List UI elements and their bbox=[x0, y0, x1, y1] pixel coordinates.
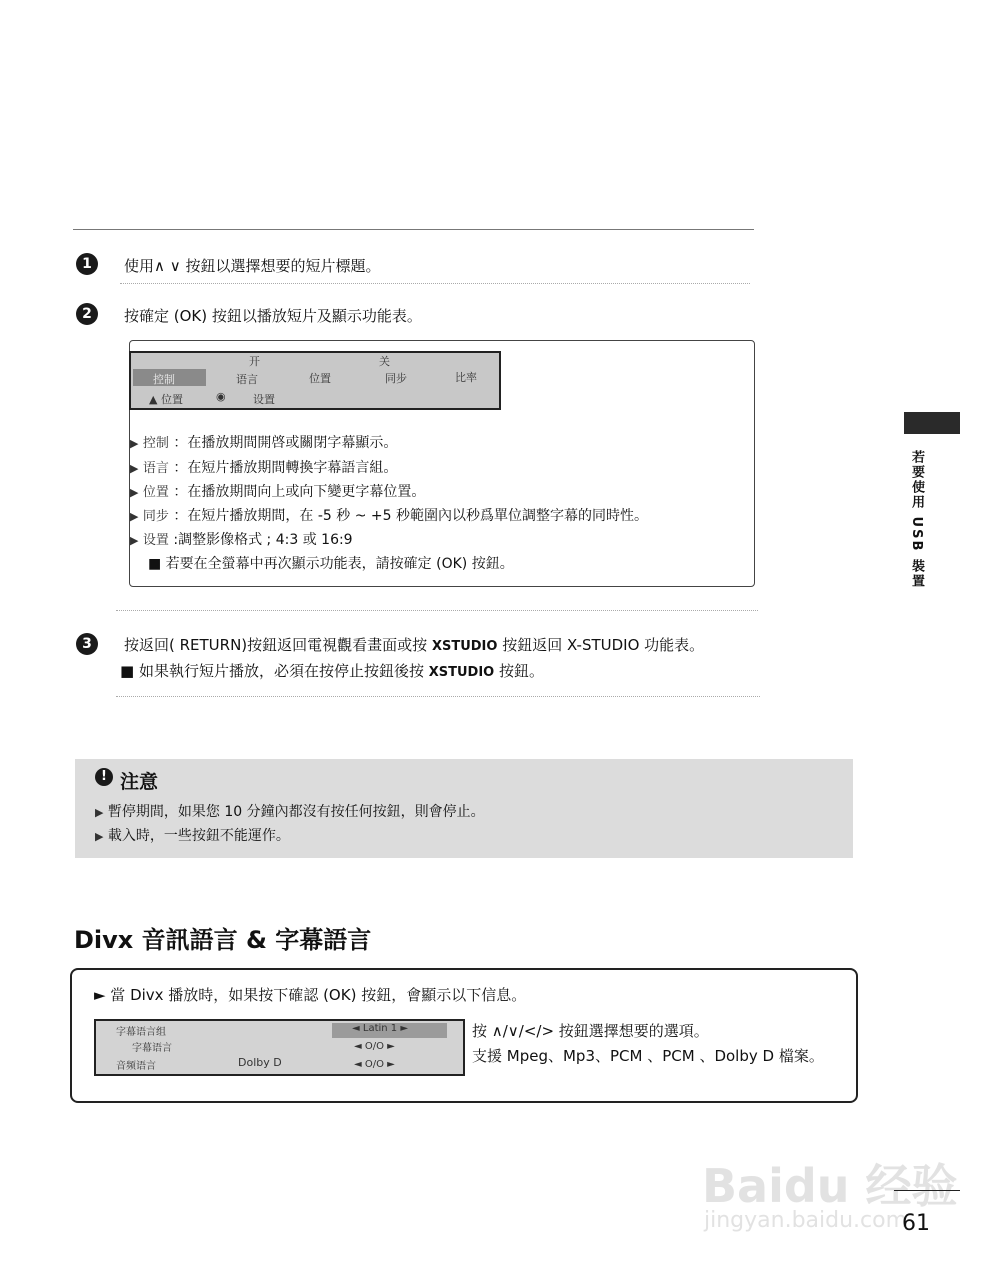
xstudio-logo: XSTUDIO bbox=[428, 665, 495, 680]
subtitle-osd-menu bbox=[129, 351, 501, 410]
top-rule bbox=[73, 229, 754, 230]
watermark-brand: Baidu 经验 bbox=[702, 1159, 958, 1213]
step-3-badge: 3 bbox=[76, 633, 98, 655]
divider bbox=[120, 283, 750, 284]
note-title: 注意 bbox=[120, 771, 159, 793]
section-title: Divx 音訊語言 & 字幕語言 bbox=[74, 926, 372, 954]
bullet-desc: ：在播放期間向上或向下變更字幕位置。 bbox=[173, 484, 426, 500]
osd-bottom-settings: 设置 bbox=[253, 393, 275, 406]
watermark-url: jingyan.baidu.com bbox=[704, 1208, 908, 1233]
bullet-item bbox=[130, 505, 648, 525]
step-3-text bbox=[124, 634, 704, 655]
osd-on-label: 开 bbox=[249, 355, 260, 368]
osd-row-subtitle-group[interactable]: 字幕语言组 bbox=[116, 1027, 166, 1038]
step-3-sub-b: 按鈕。 bbox=[499, 662, 545, 680]
divider bbox=[116, 696, 760, 697]
bullet-desc: ：在短片播放期間轉換字幕語言組。 bbox=[173, 460, 398, 476]
bullet-item bbox=[130, 529, 353, 549]
step-3-sub-a: ■ 如果執行短片播放，必須在按停止按鈕後按 bbox=[120, 662, 424, 680]
xstudio-logo: XSTUDIO bbox=[431, 639, 498, 654]
page-number-rule bbox=[894, 1190, 960, 1191]
bullet-term: 语言 bbox=[142, 461, 169, 476]
note-item bbox=[95, 801, 485, 821]
triangle-icon: ▶ bbox=[95, 806, 104, 819]
step-1-text: 使用∧ ∨ 按鈕以選擇想要的短片標題。 bbox=[124, 257, 381, 275]
osd-row-subtitle-group-value[interactable]: ◄ Latin 1 ► bbox=[352, 1023, 409, 1034]
divx-intro: ► 當 Divx 播放時，如果按下確認 (OK) 按鈕，會顯示以下信息。 bbox=[94, 986, 527, 1004]
osd-row-audio-language-value[interactable]: ◄ O/O ► bbox=[354, 1059, 395, 1070]
bullet-desc: :調整影像格式 ; 4:3 或 16:9 bbox=[173, 532, 353, 548]
note-item-text: 暫停期間，如果您 10 分鐘內都沒有按任何按鈕，則會停止。 bbox=[107, 804, 485, 820]
osd-row-subtitle-language-value[interactable]: ◄ O/O ► bbox=[354, 1041, 395, 1052]
bullet-item bbox=[130, 432, 397, 452]
note-item-text: 載入時，一些按鈕不能運作。 bbox=[107, 828, 290, 844]
step-2-badge: 2 bbox=[76, 303, 98, 325]
step-3-part-a: 按返回( RETURN)按鈕返回電視觀看畫面或按 bbox=[124, 636, 428, 654]
bullet-term: 控制 bbox=[142, 436, 169, 451]
triangle-icon: ▶ bbox=[95, 830, 104, 843]
note-item bbox=[95, 825, 290, 845]
page-number: 61 bbox=[902, 1211, 930, 1236]
step-1-badge: 1 bbox=[76, 253, 98, 275]
bullet-item bbox=[130, 481, 425, 501]
osd-row-audio-language[interactable]: 音频语言 bbox=[116, 1061, 156, 1072]
triangle-icon: ▶ bbox=[130, 437, 139, 450]
divider bbox=[116, 610, 758, 611]
bullet-desc: ：在短片播放期間，在 -5 秒 ~ +5 秒範圍內以秒爲單位調整字幕的同時性。 bbox=[173, 508, 648, 524]
step-2-text: 按確定 (OK) 按鈕以播放短片及顯示功能表。 bbox=[124, 307, 422, 325]
step-3-subnote bbox=[120, 660, 544, 681]
radio-icon: ◉ bbox=[216, 390, 226, 403]
triangle-icon: ▶ bbox=[130, 462, 139, 475]
bullet-term: 位置 bbox=[142, 485, 169, 500]
divx-desc-2: 支援 Mpeg、Mp3、PCM 、PCM 、Dolby D 檔案。 bbox=[472, 1047, 824, 1065]
osd-item-sync[interactable]: 同步 bbox=[385, 372, 407, 385]
divx-desc-1: 按 ∧/∨/</> 按鈕選擇想要的選項。 bbox=[472, 1022, 709, 1040]
osd-item-control[interactable]: 控制 bbox=[153, 373, 175, 386]
bullet-desc: ：在播放期間開啓或關閉字幕顯示。 bbox=[173, 435, 398, 451]
triangle-icon: ▶ bbox=[130, 486, 139, 499]
bullet-note: ■ 若要在全螢幕中再次顯示功能表，請按確定 (OK) 按鈕。 bbox=[148, 556, 514, 572]
divx-osd-menu bbox=[94, 1019, 465, 1076]
bullet-term: 设置 bbox=[142, 533, 169, 548]
side-tab-label: 若要使用 USB 裝置 bbox=[909, 450, 924, 589]
osd-row-audio-mid: Dolby D bbox=[238, 1056, 282, 1069]
triangle-icon: ▶ bbox=[130, 510, 139, 523]
exclamation-icon: ! bbox=[95, 768, 113, 786]
side-tab-marker bbox=[904, 412, 960, 434]
osd-item-language[interactable]: 语言 bbox=[236, 373, 258, 386]
triangle-icon: ▶ bbox=[130, 534, 139, 547]
bullet-item bbox=[130, 457, 397, 477]
osd-row-subtitle-language[interactable]: 字幕语言 bbox=[132, 1043, 172, 1054]
osd-off-label: 关 bbox=[379, 355, 390, 368]
osd-item-ratio[interactable]: 比率 bbox=[455, 371, 477, 384]
osd-item-position[interactable]: 位置 bbox=[309, 372, 331, 385]
step-3-part-b: 按鈕返回 X-STUDIO 功能表。 bbox=[502, 636, 705, 654]
bullet-term: 同步 bbox=[142, 509, 169, 524]
osd-bottom-position: ▲ 位置 bbox=[149, 393, 183, 406]
